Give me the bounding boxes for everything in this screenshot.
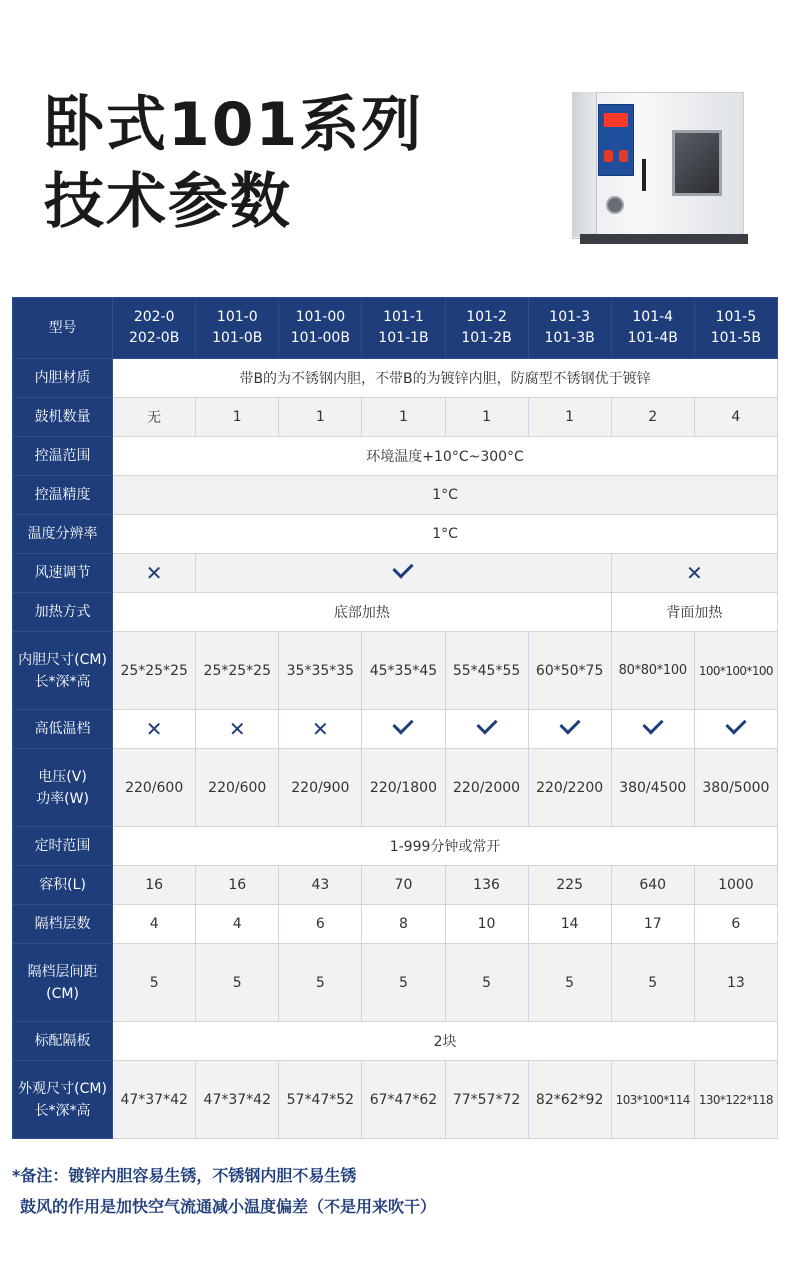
check-icon [362, 710, 445, 749]
cell: 25*25*25 [196, 632, 279, 710]
note-line1: *备注：镀锌内胆容易生锈，不锈钢内胆不易生锈 [12, 1166, 357, 1185]
cell: 380/4500 [611, 749, 694, 827]
cell: 82*62*92 [528, 1061, 611, 1139]
cell: 5 [445, 944, 528, 1022]
std-shelves-value: 2块 [113, 1022, 778, 1061]
note-line2: 鼓风的作用是加快空气流通减小温度偏差（不是用来吹干） [20, 1197, 437, 1216]
row-label: 内胆尺寸(CM) 长*深*高 [13, 632, 113, 710]
cross-icon: ✕ [279, 710, 362, 749]
cell: 380/5000 [694, 749, 777, 827]
inner-size-row [13, 632, 778, 710]
cell: 60*50*75 [528, 632, 611, 710]
cross-icon: ✕ [611, 554, 777, 593]
row-label: 鼓机数量 [13, 398, 113, 437]
temp-accuracy-value: 1°C [113, 476, 778, 515]
oven-product-image [560, 84, 760, 249]
cell: 225 [528, 866, 611, 905]
cell: 1 [362, 398, 445, 437]
model-cell: 101-4 101-4B [611, 298, 694, 359]
cell: 220/2000 [445, 749, 528, 827]
heating-row [13, 593, 778, 632]
cell: 14 [528, 905, 611, 944]
cell: 1 [528, 398, 611, 437]
cell: 80*80*100 [611, 632, 694, 710]
row-label: 控温范围 [13, 437, 113, 476]
cell: 13 [694, 944, 777, 1022]
liner-material-row [13, 359, 778, 398]
model-cell: 101-1 101-1B [362, 298, 445, 359]
cell: 220/900 [279, 749, 362, 827]
volume-row [13, 866, 778, 905]
temp-accuracy-row [13, 476, 778, 515]
outer-size-row [13, 1061, 778, 1139]
spec-table [12, 297, 778, 1139]
cross-icon: ✕ [113, 710, 196, 749]
cell: 5 [362, 944, 445, 1022]
cell: 16 [113, 866, 196, 905]
cell: 2 [611, 398, 694, 437]
cell: 47*37*42 [196, 1061, 279, 1139]
heating-back: 背面加热 [611, 593, 777, 632]
cell: 5 [196, 944, 279, 1022]
cell: 5 [528, 944, 611, 1022]
model-cell: 101-0 101-0B [196, 298, 279, 359]
timer-value: 1-999分钟或常开 [113, 827, 778, 866]
cell: 4 [694, 398, 777, 437]
model-label: 型号 [13, 298, 113, 359]
cell: 5 [113, 944, 196, 1022]
cell: 6 [279, 905, 362, 944]
temp-range-row [13, 437, 778, 476]
check-icon [445, 710, 528, 749]
row-label: 温度分辨率 [13, 515, 113, 554]
cell: 220/2200 [528, 749, 611, 827]
cell: 220/600 [196, 749, 279, 827]
check-icon [611, 710, 694, 749]
cell: 103*100*114 [611, 1061, 694, 1139]
model-cell: 101-2 101-2B [445, 298, 528, 359]
cell: 5 [611, 944, 694, 1022]
row-label: 加热方式 [13, 593, 113, 632]
cell: 16 [196, 866, 279, 905]
row-label: 内胆材质 [13, 359, 113, 398]
row-label: 外观尺寸(CM) 长*深*高 [13, 1061, 113, 1139]
check-icon [528, 710, 611, 749]
row-label: 控温精度 [13, 476, 113, 515]
model-cell: 101-3 101-3B [528, 298, 611, 359]
cell: 640 [611, 866, 694, 905]
cell: 47*37*42 [113, 1061, 196, 1139]
fan-speed-row [13, 554, 778, 593]
page-title-line1: 卧式101系列 [44, 90, 424, 160]
cell: 43 [279, 866, 362, 905]
model-cell: 101-00 101-00B [279, 298, 362, 359]
temp-range-value: 环境温度+10°C~300°C [113, 437, 778, 476]
std-shelves-row [13, 1022, 778, 1061]
cell: 55*45*55 [445, 632, 528, 710]
hi-lo-row [13, 710, 778, 749]
cell: 5 [279, 944, 362, 1022]
row-label: 风速调节 [13, 554, 113, 593]
cell: 6 [694, 905, 777, 944]
row-label: 隔档层数 [13, 905, 113, 944]
row-label: 定时范围 [13, 827, 113, 866]
cross-icon: ✕ [113, 554, 196, 593]
row-label: 标配隔板 [13, 1022, 113, 1061]
page-title-line2: 技术参数 [44, 167, 292, 237]
model-row [13, 298, 778, 359]
row-label: 容积(L) [13, 866, 113, 905]
cell: 10 [445, 905, 528, 944]
cell: 1000 [694, 866, 777, 905]
cell: 1 [196, 398, 279, 437]
cell: 1 [279, 398, 362, 437]
cell: 25*25*25 [113, 632, 196, 710]
model-cell: 101-5 101-5B [694, 298, 777, 359]
check-icon [196, 554, 611, 593]
cell: 57*47*52 [279, 1061, 362, 1139]
row-label: 高低温档 [13, 710, 113, 749]
model-cell: 202-0 202-0B [113, 298, 196, 359]
cell: 1 [445, 398, 528, 437]
row-label: 隔档层间距 (CM) [13, 944, 113, 1022]
cell: 100*100*100 [694, 632, 777, 710]
temp-resolution-value: 1°C [113, 515, 778, 554]
cell: 4 [113, 905, 196, 944]
row-label: 电压(V) 功率(W) [13, 749, 113, 827]
cell: 无 [113, 398, 196, 437]
fan-count-row [13, 398, 778, 437]
temp-resolution-row [13, 515, 778, 554]
shelf-spacing-row [13, 944, 778, 1022]
cross-icon: ✕ [196, 710, 279, 749]
timer-row [13, 827, 778, 866]
cell: 136 [445, 866, 528, 905]
power-row [13, 749, 778, 827]
shelf-layers-row [13, 905, 778, 944]
cell: 220/1800 [362, 749, 445, 827]
cell: 35*35*35 [279, 632, 362, 710]
cell: 67*47*62 [362, 1061, 445, 1139]
liner-material-value: 带B的为不锈钢内胆，不带B的为镀锌内胆，防腐型不锈钢优于镀锌 [113, 359, 778, 398]
cell: 130*122*118 [694, 1061, 777, 1139]
cell: 45*35*45 [362, 632, 445, 710]
cell: 8 [362, 905, 445, 944]
heating-bottom: 底部加热 [113, 593, 612, 632]
cell: 77*57*72 [445, 1061, 528, 1139]
cell: 4 [196, 905, 279, 944]
cell: 220/600 [113, 749, 196, 827]
cell: 17 [611, 905, 694, 944]
cell: 70 [362, 866, 445, 905]
check-icon [694, 710, 777, 749]
